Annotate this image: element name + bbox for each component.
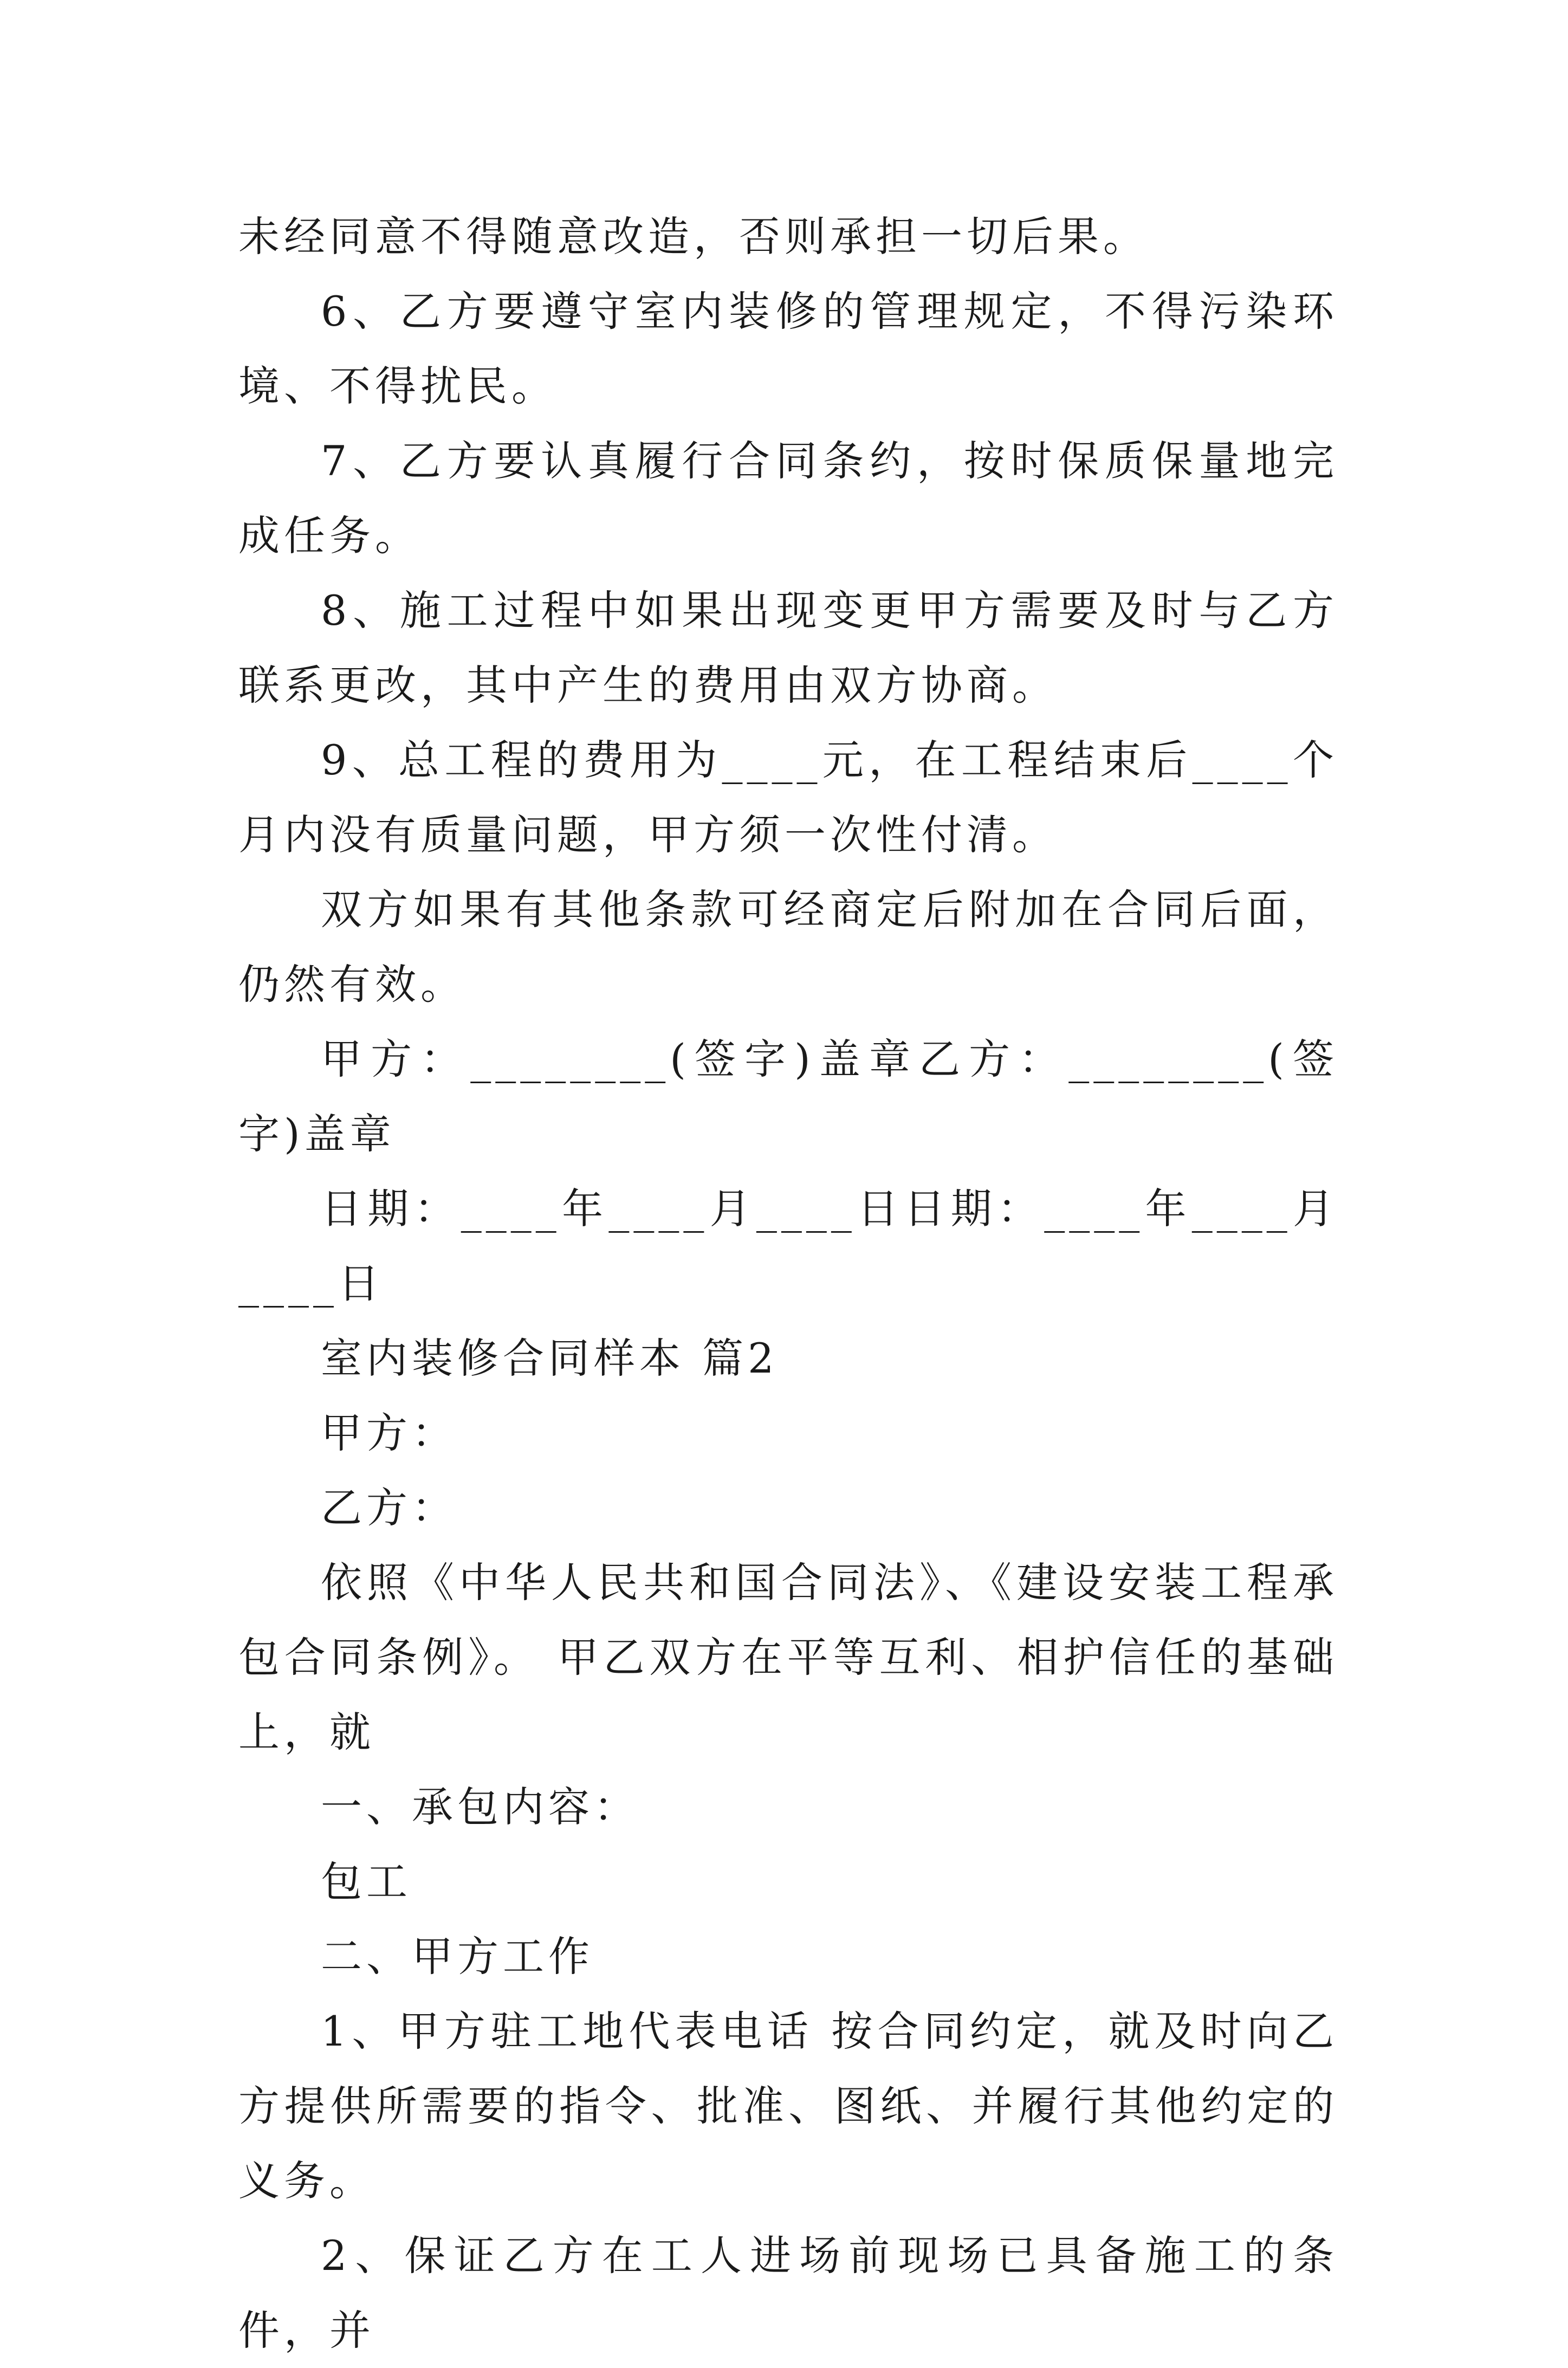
paragraph: 双方如果有其他条款可经商定后附加在合同后面，仍然有效。 (238, 885, 1338, 1008)
date-line: 日期：____年____月____日日期：____年____月____日 (238, 1185, 1338, 1308)
clause-heading: 一、承包内容： (321, 1783, 639, 1831)
party-a-label: 甲方： (321, 1409, 457, 1457)
paragraph: 9、总工程的费用为____元，在工程结束后____个月内没有质量问题，甲方须一次性付清。 (238, 736, 1338, 859)
paragraph: 7、乙方要认真履行合同条约，按时保质保量地完成任务。 (238, 437, 1338, 560)
clause-heading: 二、甲方工作 (321, 1932, 594, 1981)
paragraph: 未经同意不得随意改造，否则承担一切后果。 (238, 212, 1149, 261)
party-b-label: 乙方： (321, 1484, 457, 1532)
paragraph: 包工 (321, 1858, 412, 1906)
paragraph: 2、保证乙方在工人进场前现场已具备施工的条件，并 (238, 2231, 1338, 2354)
document-body (238, 199, 1338, 2368)
signature-line: 甲方：________(签字)盖章乙方：________(签字)盖章 (238, 1035, 1338, 1158)
paragraph: 依照《中华人民共和国合同法》、《建设安装工程承包合同条例》。 甲乙双方在平等互利、相护信任的基础上，就 (238, 1558, 1338, 1756)
section-title: 室内装修合同样本 篇2 (321, 1334, 779, 1382)
paragraph: 6、乙方要遵守室内装修的管理规定，不得污染环境、不得扰民。 (238, 287, 1338, 410)
paragraph: 1、甲方驻工地代表电话 按合同约定，就及时向乙方提供所需要的指令、批准、图纸、并履行其他约定的义务。 (238, 2007, 1338, 2205)
paragraph: 8、施工过程中如果出现变更甲方需要及时与乙方联系更改，其中产生的费用由双方协商。 (238, 586, 1338, 709)
